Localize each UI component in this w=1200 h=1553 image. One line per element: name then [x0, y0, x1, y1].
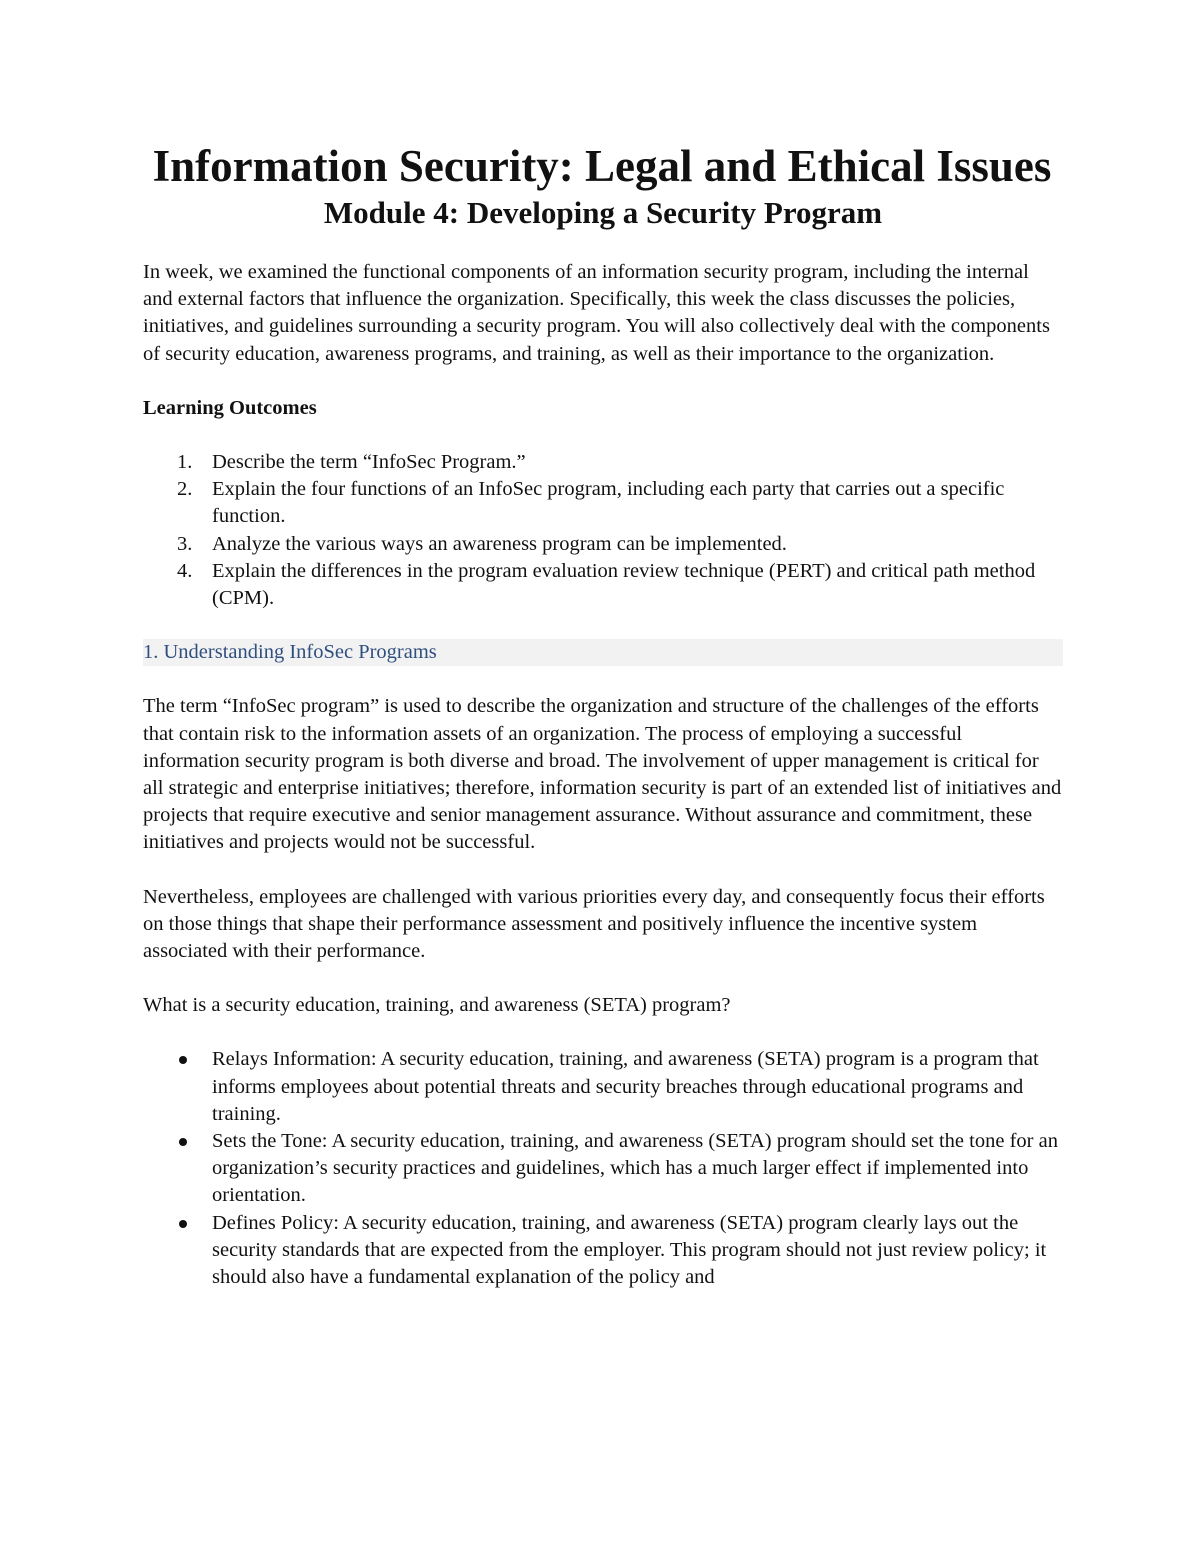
- learning-outcomes-heading: Learning Outcomes: [143, 396, 317, 419]
- document-title: Information Security: Legal and Ethical Issues: [152, 141, 1052, 191]
- list-item-text: Describe the term “InfoSec Program.”: [212, 451, 526, 474]
- bullet-icon: [179, 1220, 187, 1228]
- section-heading-infosec-programs: 1. Understanding InfoSec Programs: [143, 639, 1063, 666]
- section-paragraph-2: Nevertheless, employees are challenged with various priorities every day, and consequently focus their efforts on those things that shape their performance assessment and positively influence the incentive system associated with their performance.: [143, 885, 1045, 963]
- list-item: [143, 449, 1063, 476]
- document-page: [143, 140, 1063, 1291]
- list-item-text: Analyze the various ways an awareness program can be implemented.: [212, 532, 787, 555]
- bullet-icon: [179, 1056, 187, 1064]
- section-paragraph-1: The term “InfoSec program” is used to describe the organization and structure of the challenges of the efforts that contain risk to the information assets of an organization. The process of employing a successful information security program is both diverse and broad. The involvement of upper management is critical for all strategic and enterprise initiatives; therefore, information security is part of an extended list of initiatives and projects that require executive and senior management assurance. Without assurance and commitment, these initiatives and projects would not be successful.: [143, 695, 1062, 854]
- list-number: 4.: [177, 559, 193, 582]
- seta-question: What is a security education, training, and awareness (SETA) program?: [143, 994, 731, 1017]
- list-number: 2.: [177, 478, 193, 501]
- list-item-text: Relays Information: A security education, training, and awareness (SETA) program is a program that informs employees about potential threats and security breaches through educational programs and training.: [212, 1048, 1039, 1125]
- list-item: [143, 531, 1063, 558]
- module-subtitle: Module 4: Developing a Security Program: [323, 195, 883, 230]
- list-item: [143, 1128, 1063, 1210]
- bullet-icon: [179, 1138, 187, 1146]
- list-item-text: Defines Policy: A security education, training, and awareness (SETA) program clearly lays out the security standards that are expected from the employer. This program should not just review policy; it should also have a fundamental explanation of the policy and: [212, 1211, 1047, 1289]
- list-item: [143, 1210, 1063, 1292]
- list-item: [143, 558, 1063, 612]
- learning-outcomes-list: [143, 449, 1063, 612]
- list-item: [143, 1046, 1063, 1128]
- seta-bullet-list: [143, 1046, 1063, 1291]
- intro-paragraph: In week, we examined the functional components of an information security program, including the internal and external factors that influence the organization. Specifically, this week the class discusses the policies, initiatives, and guidelines surrounding a security program. You will also collectively deal with the components of security education, awareness programs, and training, as well as their importance to the organization.: [143, 261, 1050, 365]
- list-item-text: Sets the Tone: A security education, training, and awareness (SETA) program should set the tone for an organization’s security practices and guidelines, which has a much larger effect if implemented into orientation.: [212, 1130, 1058, 1207]
- list-number: 1.: [177, 451, 193, 474]
- list-item-text: Explain the four functions of an InfoSec program, including each party that carries out a specific function.: [212, 478, 1005, 528]
- list-number: 3.: [177, 532, 193, 555]
- list-item-text: Explain the differences in the program evaluation review technique (PERT) and critical path method (CPM).: [212, 559, 1036, 610]
- list-item: [143, 476, 1063, 530]
